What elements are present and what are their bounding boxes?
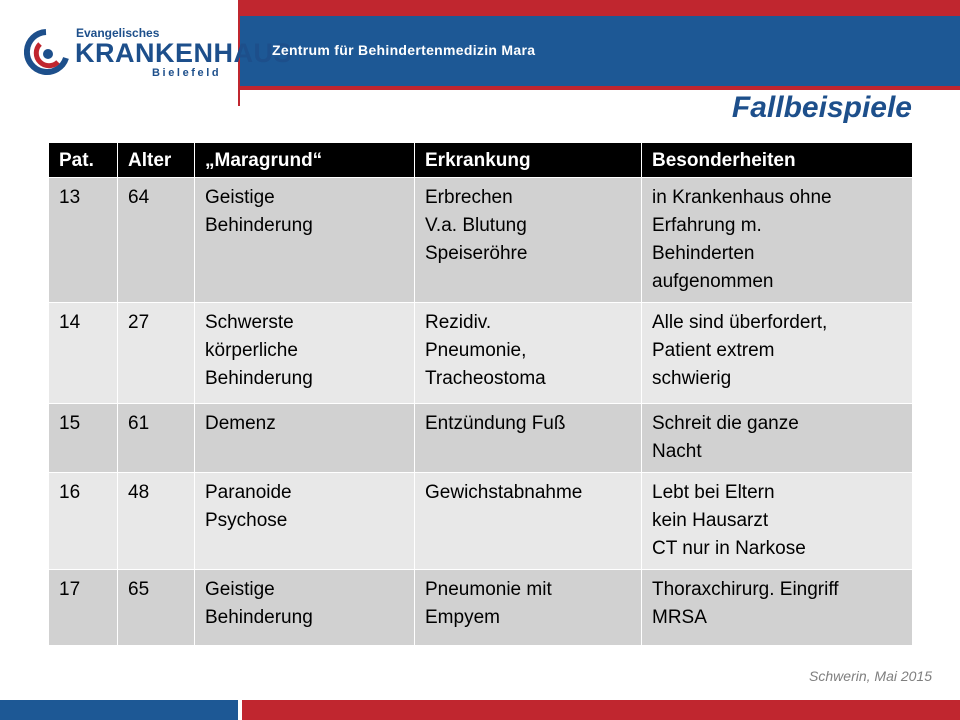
header-subtitle: Zentrum für Behindertenmedizin Mara [272, 42, 536, 58]
cell-grund: Geistige Behinderung [195, 178, 415, 303]
cell-alter: 61 [118, 404, 195, 473]
logo-line-2: KRANKENHAUS [75, 38, 293, 68]
header-red-bar [240, 0, 960, 16]
logo-line-1: Evangelisches [76, 26, 160, 40]
cell-erkrankung: Rezidiv. Pneumonie, Tracheostoma [415, 303, 642, 404]
table-row [49, 473, 913, 570]
footer-blue-bar [0, 700, 238, 720]
cell-besonderheiten: in Krankenhaus ohne Erfahrung m. Behinderten aufgenommen [642, 178, 913, 303]
logo-line-3: Bielefeld [152, 67, 222, 79]
cell-alter: 64 [118, 178, 195, 303]
cell-grund: Schwerste körperliche Behinderung [195, 303, 415, 404]
cell-pat: 15 [49, 404, 118, 473]
column-header-erkrankung: Erkrankung [415, 143, 642, 178]
cell-pat: 17 [49, 570, 118, 646]
cell-erkrankung: Entzündung Fuß [415, 404, 642, 473]
cell-pat: 14 [49, 303, 118, 404]
column-header-grund: „Maragrund“ [195, 143, 415, 178]
cell-grund: Paranoide Psychose [195, 473, 415, 570]
cell-alter: 65 [118, 570, 195, 646]
cell-pat: 16 [49, 473, 118, 570]
cell-grund: Geistige Behinderung [195, 570, 415, 646]
hospital-logo-icon [24, 24, 70, 84]
cell-besonderheiten: Schreit die ganze Nacht [642, 404, 913, 473]
table-header-row [49, 143, 913, 178]
column-header-besonderheiten: Besonderheiten [642, 143, 913, 178]
hospital-logo [24, 24, 293, 84]
cell-besonderheiten: Alle sind überfordert, Patient extrem schwierig [642, 303, 913, 404]
table-row [49, 570, 913, 646]
cell-grund: Demenz [195, 404, 415, 473]
table-row [49, 178, 913, 303]
cell-erkrankung: Gewichstabnahme [415, 473, 642, 570]
case-table [48, 142, 913, 646]
footer-red-bar [242, 700, 960, 720]
cell-erkrankung: Erbrechen V.a. Blutung Speiseröhre [415, 178, 642, 303]
table-row [49, 404, 913, 473]
cell-pat: 13 [49, 178, 118, 303]
footer-date: Schwerin, Mai 2015 [809, 668, 932, 684]
cell-besonderheiten: Lebt bei Eltern kein Hausarzt CT nur in Narkose [642, 473, 913, 570]
page-title: Fallbeispiele [731, 91, 912, 124]
header-red-line [240, 86, 960, 90]
column-header-pat: Pat. [49, 143, 118, 178]
table-row [49, 303, 913, 404]
cell-besonderheiten: Thoraxchirurg. Eingriff MRSA [642, 570, 913, 646]
column-header-alter: Alter [118, 143, 195, 178]
cell-alter: 27 [118, 303, 195, 404]
cell-alter: 48 [118, 473, 195, 570]
cell-erkrankung: Pneumonie mit Empyem [415, 570, 642, 646]
